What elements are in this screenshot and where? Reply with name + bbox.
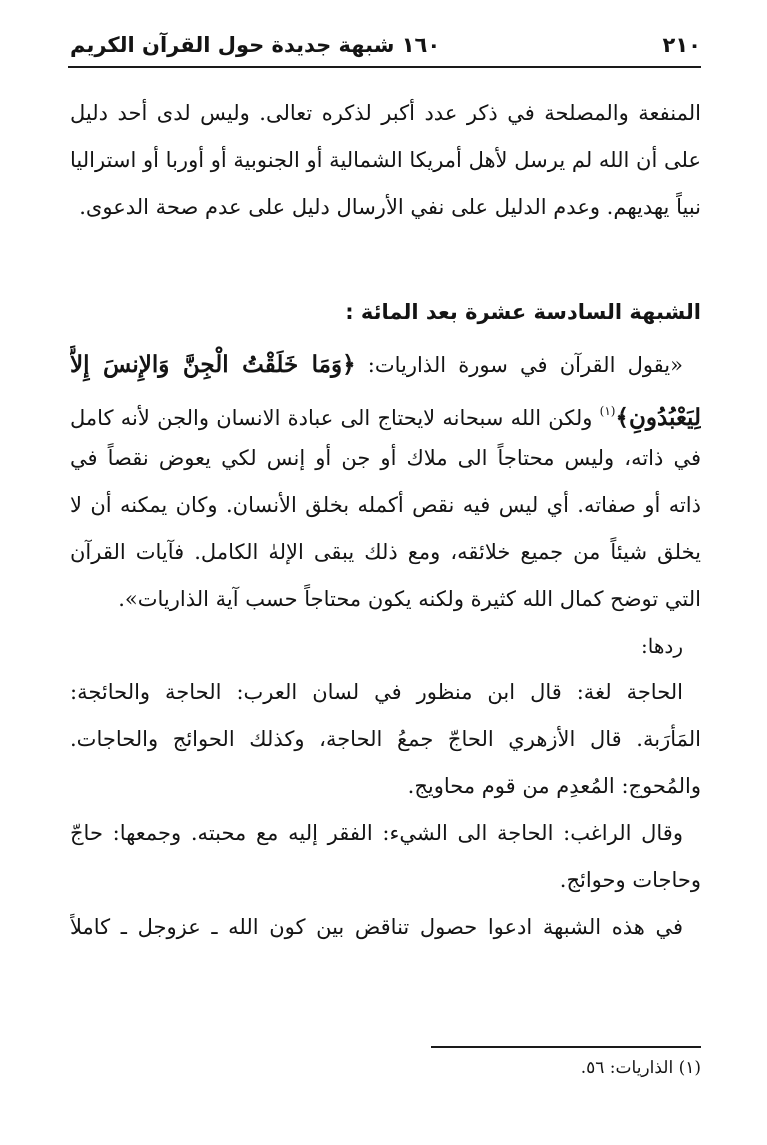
- header-rule: [68, 66, 701, 68]
- replies-label: ردها:: [641, 634, 683, 658]
- text-line: ذاته أو صفاته. أي ليس فيه نقص أكمله بخلق الأنسان. وكان يمكنه أن لا: [70, 493, 701, 517]
- running-header: [70, 30, 701, 60]
- text-line: وحاجات وحوائج.: [559, 868, 701, 892]
- section-heading: الشبهة السادسة عشرة بعد المائة :: [345, 300, 701, 324]
- text-line: في هذه الشبهة ادعوا حصول تناقض بين كون الله ـ عزوجل ـ كاملاً: [70, 915, 683, 939]
- main-text: [70, 90, 701, 951]
- page-number: ٢١٠: [662, 33, 701, 57]
- definition-paragraph: [70, 669, 701, 810]
- text-line: الحاجة لغة: قال ابن منظور في لسان العرب: الحاجة والحائجة:: [70, 680, 683, 704]
- section-spacer: [70, 231, 701, 283]
- text-line: على أن الله لم يرسل لأهل أمريكا الشمالية أو الجنوبية أو أوربا أو استراليا: [70, 148, 701, 172]
- closing-paragraph: [70, 904, 701, 951]
- quran-verse: ﴿وَمَا خَلَقْتُ الْجِنَّ وَالإِنسَ إِلاَّ: [70, 351, 356, 378]
- text-line: [70, 341, 701, 388]
- text-line: المنفعة والمصلحة في ذكر عدد أكبر لذكره تعالى. وليس لدى أحد دليل: [70, 101, 701, 125]
- raghib-paragraph: [70, 810, 701, 904]
- paragraph-continuation: [70, 90, 701, 231]
- footnote-reference: (١): [599, 404, 616, 418]
- text-line: [70, 388, 701, 435]
- objection-text: ولكن الله سبحانه لايحتاج الى عبادة الانسان والجن لأنه كامل: [70, 406, 600, 430]
- text-line: التي توضح كمال الله كثيرة ولكنه يكون محتاجاً حسب آية الذاريات».: [118, 587, 701, 611]
- text-line: في ذاته، وليس محتاجاً الى ملاك أو جن أو إنس لكي يعوض نقصاً في: [70, 446, 701, 470]
- book-title: ١٦٠ شبهة جديدة حول القرآن الكريم: [70, 33, 441, 57]
- text-line: والمُحوج: المُعدِم من قوم محاويج.: [407, 774, 701, 798]
- text-line: وقال الراغب: الحاجة الى الشيء: الفقر إليه مع محبته. وجمعها: حاجّ: [70, 821, 683, 845]
- footnote-rule: [431, 1046, 701, 1048]
- text-line: المَأرَبة. قال الأزهري الحاجّ جمعُ الحاجة، وكذلك الحوائج والحاجات.: [70, 727, 701, 751]
- text-line: نبياً يهديهم. وعدم الدليل على نفي الأرسال دليل على عدم صحة الدعوى.: [79, 195, 701, 219]
- quran-verse-end: لِيَعْبُدُونِ﴾: [615, 404, 701, 431]
- footnote: (١) الذاريات: ٥٦.: [580, 1058, 701, 1078]
- objection-intro: «يقول القرآن في سورة الذاريات:: [355, 353, 683, 377]
- objection-paragraph: [70, 341, 701, 623]
- text-line: يخلق شيئاً من جميع خلائقه، ومع ذلك يبقى الإلهٰ الكامل. فآيات القرآن: [70, 540, 701, 564]
